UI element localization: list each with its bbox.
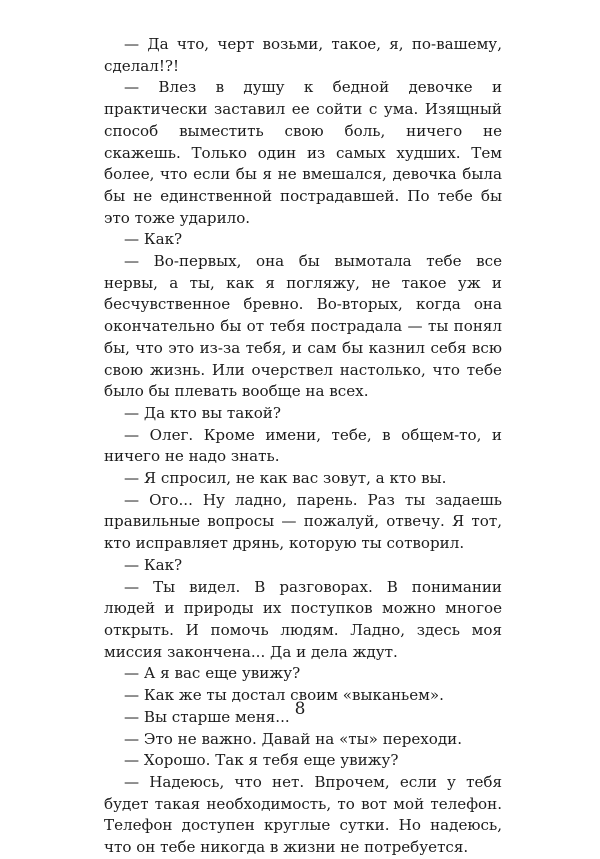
paragraph: — Хорошо. Так я тебя еще увижу? xyxy=(124,751,399,770)
paragraph: — Это не важно. Давай на «ты» переходи. xyxy=(124,729,463,748)
paragraph: — Во-первых, она бы вымотала тебе все нервы, а ты, как я погляжу, не такое уж и бесчувственное бревно. Во-вторых, когда она окончательно бы от тебя пострадала — ты понял бы, что это из-за тебя, и сам бы казнил себя всю свою жизнь. Или очерствел настолько, что тебе было бы плевать вообще на всех. xyxy=(104,252,502,401)
paragraph: — Вы старше меня... xyxy=(124,707,290,726)
paragraph: — Как? xyxy=(124,230,183,249)
paragraph: — Олег. Кроме имени, тебе, в общем-то, и ничего не надо знать. xyxy=(104,425,502,466)
paragraph: — Да кто вы такой? xyxy=(124,403,281,422)
page-number: 8 xyxy=(294,699,306,719)
body-text xyxy=(104,34,502,859)
paragraph: — А я вас еще увижу? xyxy=(124,664,301,683)
paragraph: — Ты видел. В разговорах. В понимании людей и природы их поступков можно многое открыть. И помочь людям. Ладно, здесь моя миссия закончена... Да и дела ждут. xyxy=(104,577,502,661)
paragraph: — Надеюсь, что нет. Впрочем, если у тебя будет такая необходимость, то вот мой телефон. Телефон доступен круглые сутки. Но надеюсь, что он тебе никогда в жизни не потребуется. xyxy=(104,772,502,857)
paragraph: — Ого... Ну ладно, парень. Раз ты задаешь правильные вопросы — пожалуй, отвечу. Я тот, кто исправляет дрянь, которую ты сотворил. xyxy=(104,490,502,553)
paragraph: — Как? xyxy=(124,555,183,574)
paragraph: — Я спросил, не как вас зовут, а кто вы. xyxy=(124,469,447,488)
paragraph: — Влез в душу к бедной девочке и практически заставил ее сойти с ума. Изящный способ выместить свою боль, ничего не скажешь. Только один из самых худших. Тем более, что если бы я не вмешался, девочка была бы не единственной пострадавшей. По тебе бы это тоже ударило. xyxy=(104,78,502,227)
paragraph: — Как же ты достал своим «выканьем». xyxy=(124,686,444,705)
paragraph: — Да что, черт возьми, такое, я, по-вашему, сделал!?! xyxy=(104,35,502,75)
